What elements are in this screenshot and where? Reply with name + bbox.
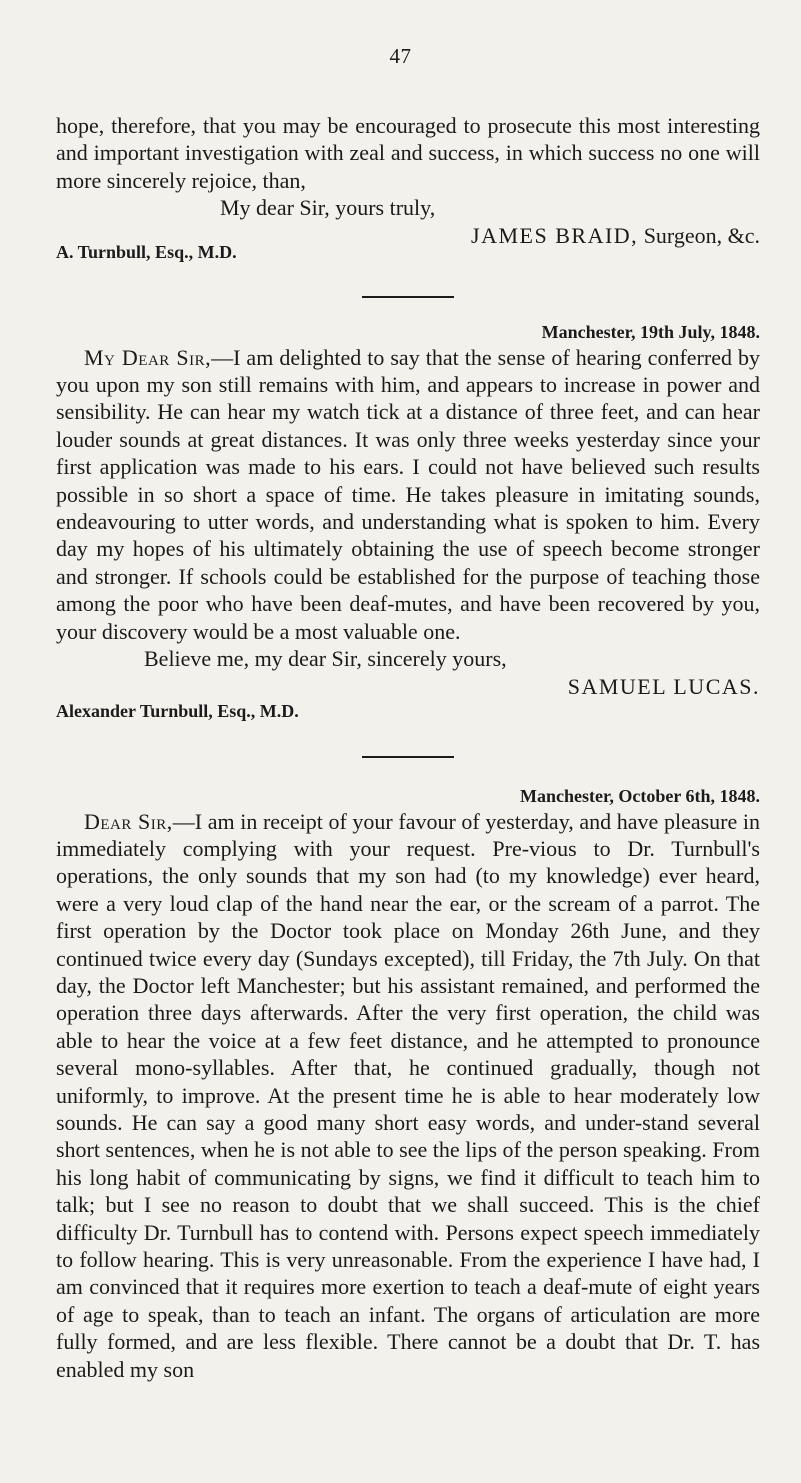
letter-dateline: Manchester, October 6th, 1848. [520, 785, 760, 806]
letter-third [56, 784, 760, 1384]
salutation: Dear Sir, [84, 808, 173, 834]
letter-body: hope, therefore, that you may be encouraged to prosecute this most interesting and important investigation with zeal and success, in which success no one will more sincerely rejoice, than, [56, 113, 760, 193]
letter-dateline: Manchester, 19th July, 1848. [541, 321, 760, 342]
letter-lucas [56, 320, 760, 722]
addressee: Alexander Turnbull, Esq., M.D. [56, 700, 299, 721]
signature: JAMES BRAID, Surgeon, &c. [471, 222, 760, 248]
letter-closing: My dear Sir, yours truly, [220, 195, 436, 221]
signature: SAMUEL LUCAS. [567, 673, 760, 699]
page-number: 47 [389, 44, 412, 68]
signature-block [56, 673, 760, 700]
letter-closing: Believe me, my dear Sir, sincerely yours, [144, 646, 507, 672]
letter-body: My Dear Sir,—I am delighted to say that the sense of hearing conferred by you upon my son still remains with him, and appears to increase in power and sensibility. He can hear my watch tick at a distance of three feet, and can hear louder sounds at great distances. It was only three weeks yesterday since your first application was made to his ears. I could not have believed such results possible in so short a space of time. He takes pleasure in imitating sounds, endeavouring to utter words, and understanding what is spoken to him. Every day my hopes of his ultimately obtaining the use of speech become stronger and stronger. If schools could be established for the purpose of teaching those among the poor who have been deaf-mutes, and have been recovered by you, your discovery would be a most valuable one. [56, 344, 760, 644]
salutation: My Dear Sir, [84, 344, 212, 370]
letter-body: Dear Sir,—I am in receipt of your favour of yesterday, and have pleasure in immediately complying with your request. Pre-vious to Dr. Turnbull's operations, the only sounds that my son had (to my knowledge) ever heard, were a very loud clap of the hand near the ear, or the scream of a parrot. The first operation by the Doctor took place on Monday 26th June, and they continued twice every day (Sundays excepted), till Friday, the 7th July. On that day, the Doctor left Manchester; but his assistant remained, and performed the operation three days afterwards. After the very first operation, the child was able to hear the voice at a few feet distance, and he attempted to pronounce several mono-syllables. After that, he continued gradually, though not uniformly, to improve. At the present time he is able to hear moderately low sounds. He can say a good many short easy words, and under-stand several short sentences, when he is not able to see the lips of the person speaking. From his long habit of communicating by signs, we find it difficult to teach him to talk; but I see no reason to doubt that we shall succeed. This is the chief difficulty Dr. Turnbull has to contend with. Persons expect speech immediately to follow hearing. This is very unreasonable. From the experience I have had, I am convinced that it requires more exertion to teach a deaf-mute of eight years of age to speak, than to teach an infant. The organs of articulation are more fully formed, and are less flexible. There cannot be a doubt that Dr. T. has enabled my son [56, 808, 761, 1382]
page-content [56, 112, 760, 1383]
addressee: A. Turnbull, Esq., M.D. [56, 241, 237, 262]
letter-braid [56, 112, 760, 266]
signature-block [56, 222, 760, 266]
